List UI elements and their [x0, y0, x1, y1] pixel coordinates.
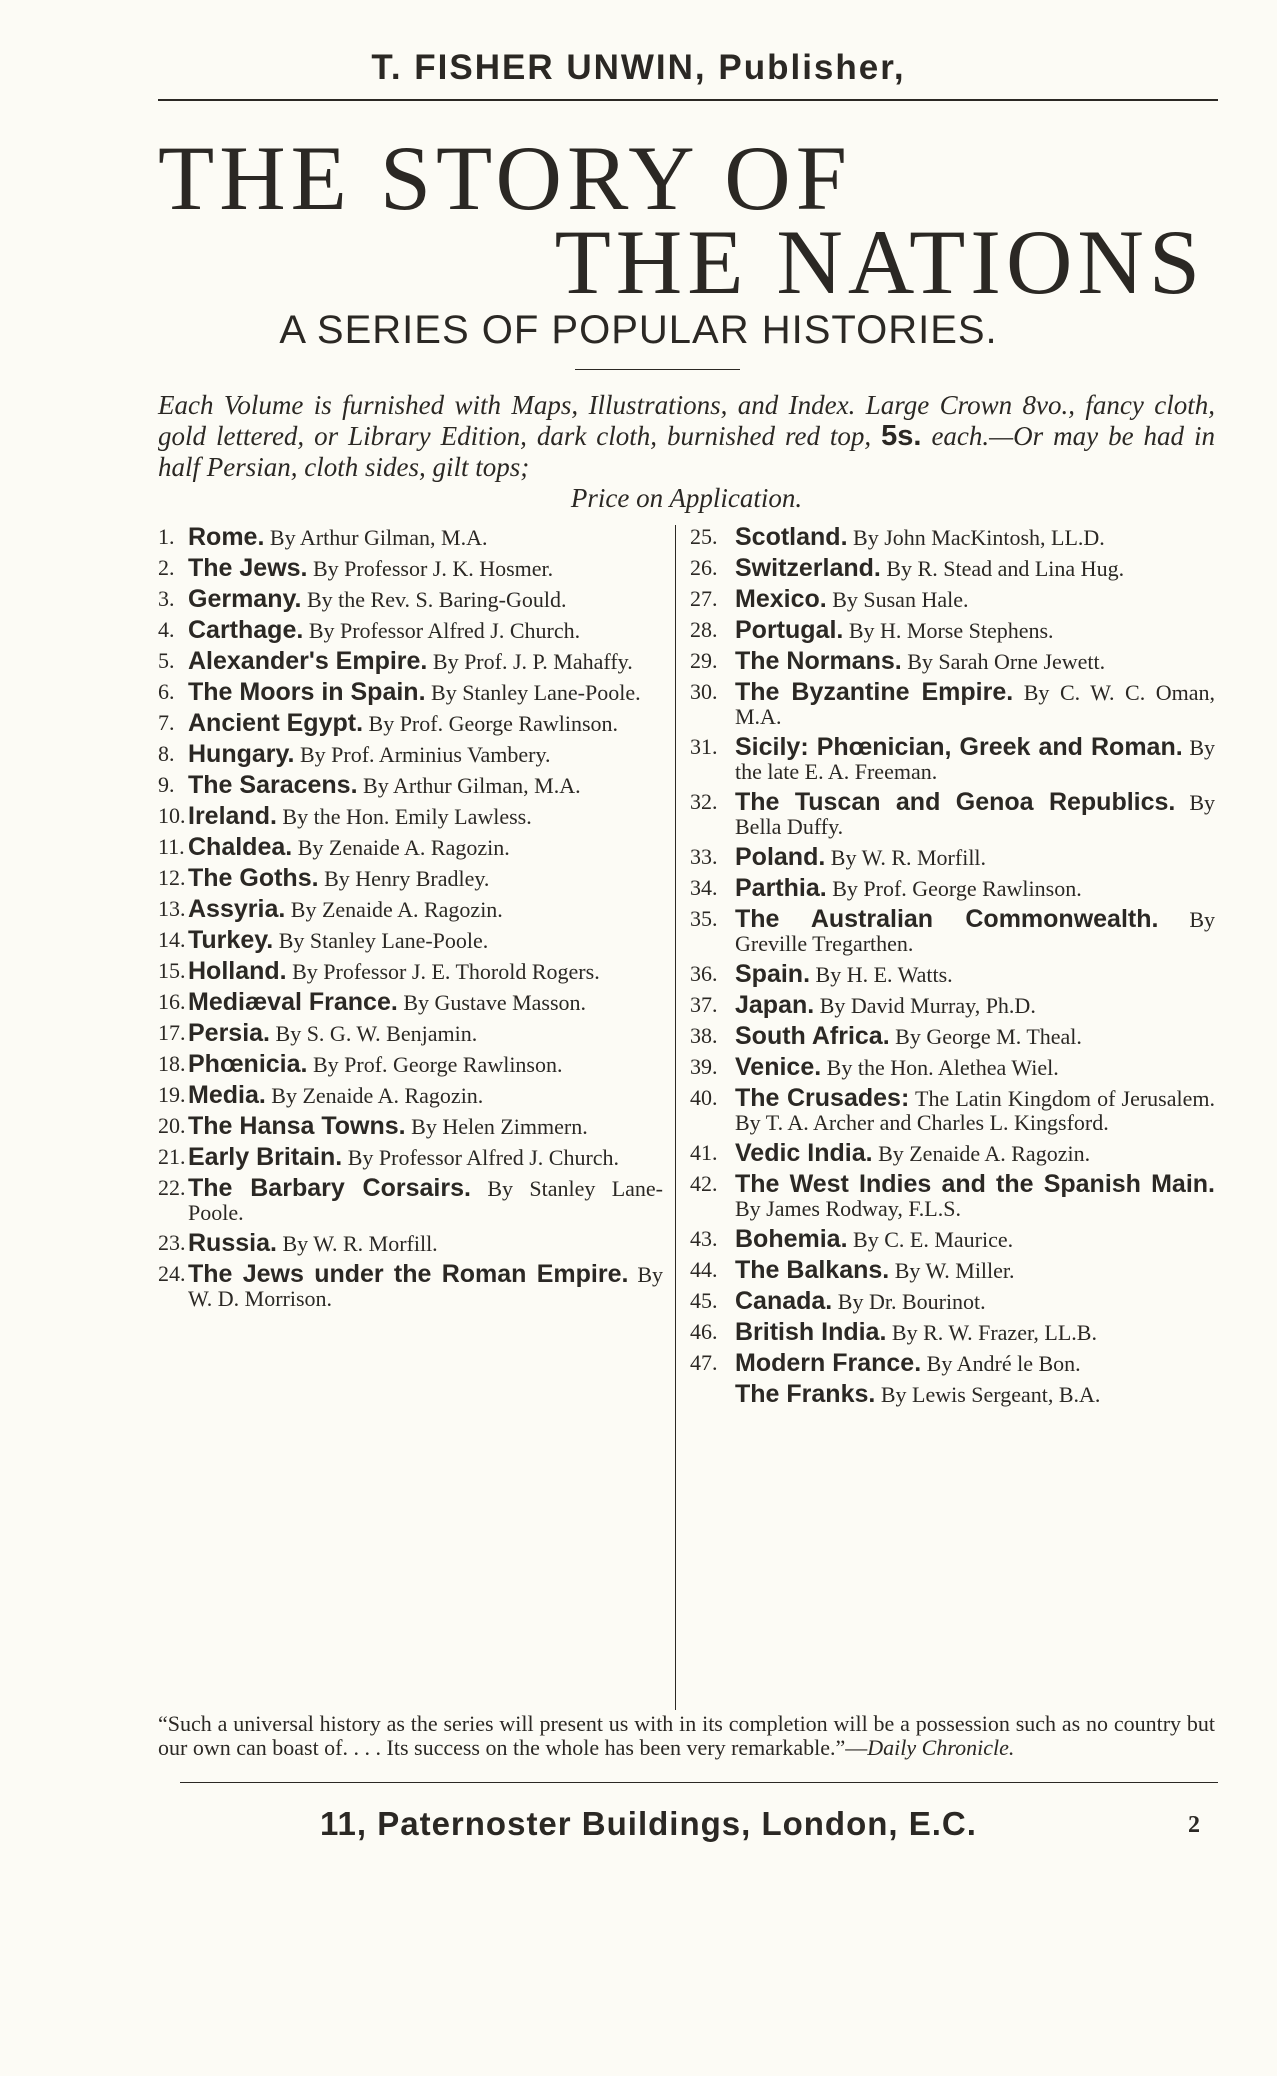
volume-title: The Jews. [188, 554, 308, 582]
volume-author: By Stanley Lane-Poole. [431, 680, 641, 705]
volume-number: 31. [690, 734, 718, 759]
volume-title: The Saracens. [188, 771, 358, 799]
volume-author: By Prof. George Rawlinson. [368, 711, 619, 736]
volume-number: 18. [158, 1051, 186, 1076]
volume-entry [690, 1227, 1215, 1252]
volume-number: 16. [158, 989, 186, 1014]
volume-title: The West Indies and the Spanish Main. [735, 1170, 1215, 1198]
volume-author: By Arthur Gilman, M.A. [269, 525, 488, 550]
volume-number: 20. [158, 1113, 186, 1138]
quote-text: “Such a universal history as the series will present us with in its completion will be a possession such as no country but our own can boast of. . . . Its success on the whole has been very remarkable.”— [158, 1711, 1215, 1760]
volume-author: By Zenaide A. Ragozin. [878, 1141, 1091, 1166]
volume-number: 21. [158, 1144, 186, 1169]
volume-number: 39. [690, 1054, 718, 1079]
volume-author: By Prof. Arminius Vambery. [300, 742, 551, 767]
volume-entry [690, 1258, 1215, 1283]
volume-title: Ancient Egypt. [188, 709, 364, 737]
volume-title: Media. [188, 1081, 266, 1109]
volume-title: Mediæval France. [188, 988, 398, 1016]
volume-title: Bohemia. [735, 1225, 848, 1253]
volume-title: Scotland. [735, 523, 848, 551]
volume-author: By James Rodway, F.L.S. [735, 1196, 961, 1221]
volume-author: By Arthur Gilman, M.A. [363, 773, 581, 798]
volume-entry [690, 1086, 1215, 1135]
volume-number: 19. [158, 1082, 186, 1107]
volume-list-right [690, 525, 1215, 1413]
volume-entry [690, 649, 1215, 674]
volume-entry [158, 556, 663, 581]
volume-entry [158, 773, 663, 798]
volume-number: 1. [158, 524, 175, 549]
volume-author: By Dr. Bourinot. [837, 1289, 986, 1314]
volume-author: By Helen Zimmern. [411, 1114, 588, 1139]
volume-title: Early Britain. [188, 1143, 343, 1171]
volume-number: 8. [158, 741, 175, 766]
volume-author: By Professor Alfred J. Church. [308, 618, 581, 643]
volume-entry [158, 587, 663, 612]
volume-author: By the Hon. Emily Lawless. [282, 804, 532, 829]
volume-author: By Zenaide A. Ragozin. [297, 835, 510, 860]
volume-number: 47. [690, 1350, 718, 1375]
volume-entry [158, 649, 663, 674]
volume-title: Carthage. [188, 616, 304, 644]
volume-number: 17. [158, 1020, 186, 1045]
volume-author: By Prof. George Rawlinson. [312, 1052, 563, 1077]
title-line-1: THE STORY OF [158, 127, 852, 229]
volume-title: The Franks. [735, 1380, 876, 1408]
volume-entry [158, 1083, 663, 1108]
volume-title: Persia. [188, 1019, 271, 1047]
volume-number: 29. [690, 648, 718, 673]
volume-author: By W. Miller. [894, 1258, 1015, 1283]
volume-entry [690, 1024, 1215, 1049]
volume-author: By Prof. J. P. Mahaffy. [432, 649, 633, 674]
volume-title: Poland. [735, 843, 826, 871]
volume-author: By H. E. Watts. [815, 962, 953, 987]
volume-title: The Jews under the Roman Empire. [188, 1260, 629, 1288]
publisher-heading: T. FISHER UNWIN, Publisher, [371, 48, 906, 87]
volume-number: 3. [158, 586, 175, 611]
volume-author: By Lewis Sergeant, B.A. [880, 1382, 1101, 1407]
volume-number: 34. [690, 875, 718, 900]
volume-title: Switzerland. [735, 554, 881, 582]
volume-number: 14. [158, 927, 186, 952]
volume-author: By Professor J. K. Hosmer. [313, 556, 554, 581]
volume-number: 25. [690, 524, 718, 549]
volume-entry [158, 742, 663, 767]
volume-number: 7. [158, 710, 175, 735]
volume-entry [690, 993, 1215, 1018]
volume-title: The Moors in Spain. [188, 678, 426, 706]
column-divider [675, 525, 676, 1710]
volume-author: By George M. Theal. [895, 1024, 1082, 1049]
subtitle: A SERIES OF POPULAR HISTORIES. [279, 308, 998, 352]
volume-entry [158, 1176, 663, 1225]
top-rule [158, 99, 1218, 101]
footer-rule [180, 1782, 1218, 1783]
series-description [158, 390, 1215, 514]
volume-entry [690, 790, 1215, 839]
volume-entry [158, 928, 663, 953]
volume-entry [158, 866, 663, 891]
volume-title: Canada. [735, 1287, 833, 1315]
volume-entry [158, 804, 663, 829]
volume-number: 22. [158, 1175, 186, 1200]
press-quote [158, 1712, 1215, 1760]
volume-entry [690, 1289, 1215, 1314]
volume-entry [690, 1172, 1215, 1221]
volume-entry [158, 835, 663, 860]
volume-author: By André le Bon. [926, 1351, 1081, 1376]
volume-author: By the late E. A. Freeman. [735, 735, 1216, 784]
volume-entry [690, 680, 1215, 729]
volume-entry [158, 1114, 663, 1139]
volume-author: By Stanley Lane-Poole. [188, 1176, 664, 1225]
volume-author: By Prof. George Rawlinson. [832, 876, 1082, 901]
volume-entry [690, 1141, 1215, 1166]
volume-author: By Zenaide A. Ragozin. [290, 897, 503, 922]
signature-mark: 2 [1188, 1812, 1200, 1838]
volume-list-left [158, 525, 663, 1317]
volume-author: By Stanley Lane-Poole. [278, 928, 489, 953]
volume-title: The Australian Commonwealth. [735, 905, 1159, 933]
volume-entry [158, 1052, 663, 1077]
volume-number: 24. [158, 1261, 186, 1286]
volume-author: By John MacKintosh, LL.D. [853, 525, 1105, 550]
volume-author: By Professor Alfred J. Church. [347, 1145, 620, 1170]
volume-author: By the Hon. Alethea Wiel. [826, 1055, 1059, 1080]
volume-number: 26. [690, 555, 718, 580]
volume-entry [690, 1055, 1215, 1080]
volume-number: 45. [690, 1288, 718, 1313]
volume-number: 38. [690, 1023, 718, 1048]
volume-number: 36. [690, 961, 718, 986]
volume-entry [158, 959, 663, 984]
volume-entry [158, 711, 663, 736]
volume-number: 32. [690, 789, 718, 814]
volume-title: The Tuscan and Genoa Republics. [735, 788, 1176, 816]
volume-title: Spain. [735, 960, 811, 988]
volume-author: By W. R. Morfill. [282, 1231, 438, 1256]
volume-title: Russia. [188, 1229, 277, 1257]
volume-title: Assyria. [188, 895, 286, 923]
volume-number: 41. [690, 1140, 718, 1165]
quote-source: Daily Chronicle. [867, 1735, 1015, 1760]
volume-author: By the Rev. S. Baring-Gould. [306, 587, 567, 612]
volume-title: Japan. [735, 991, 815, 1019]
volume-title: South Africa. [735, 1022, 890, 1050]
description-text-after: each.—Or may be had in half Persian, cloth sides, gilt tops; [158, 421, 1216, 482]
volume-number: 13. [158, 896, 186, 921]
volume-entry [158, 1021, 663, 1046]
volume-title: Ireland. [188, 802, 277, 830]
volume-title: British India. [735, 1318, 887, 1346]
volume-title: Portugal. [735, 616, 844, 644]
volume-author: By C. W. C. Oman, M.A. [735, 680, 1216, 729]
volume-author: By R. W. Frazer, LL.B. [891, 1320, 1097, 1345]
volume-number: 35. [690, 906, 718, 931]
volume-title: The Barbary Corsairs. [188, 1174, 471, 1202]
volume-entry [690, 587, 1215, 612]
volume-title: The Goths. [188, 864, 319, 892]
volume-author: By Sarah Orne Jewett. [907, 649, 1106, 674]
volume-title: Chaldea. [188, 833, 293, 861]
volume-author: By S. G. W. Benjamin. [275, 1021, 478, 1046]
volume-entry [158, 618, 663, 643]
volume-title: The Byzantine Empire. [735, 678, 1014, 706]
volume-title: Modern France. [735, 1349, 922, 1377]
volume-author: By W. D. Morrison. [188, 1262, 663, 1311]
volume-author: By W. R. Morfill. [830, 845, 987, 870]
volume-entry [690, 876, 1215, 901]
volume-author: By H. Morse Stephens. [848, 618, 1054, 643]
volume-number: 4. [158, 617, 175, 642]
volume-title: Parthia. [735, 874, 827, 902]
volume-number: 43. [690, 1226, 718, 1251]
volume-title: Phœnicia. [188, 1050, 308, 1078]
volume-entry [690, 962, 1215, 987]
volume-entry [158, 897, 663, 922]
volume-author: By David Murray, Ph.D. [819, 993, 1036, 1018]
volume-number: 40. [690, 1085, 718, 1110]
volume-number: 10. [158, 803, 186, 828]
volume-entry [690, 1320, 1215, 1345]
volume-number: 44. [690, 1257, 718, 1282]
volume-title: The Hansa Towns. [188, 1112, 406, 1140]
volume-author: By Bella Duffy. [735, 790, 1215, 839]
volume-entry [690, 735, 1215, 784]
volume-number: 6. [158, 679, 175, 704]
volume-number: 46. [690, 1319, 718, 1344]
volume-title: Sicily: Phœnician, Greek and Roman. [735, 733, 1183, 761]
volume-entry [158, 680, 663, 705]
volume-number: 12. [158, 865, 186, 890]
volume-number: 15. [158, 958, 186, 983]
volume-number: 30. [690, 679, 718, 704]
volume-author: By Gustave Masson. [403, 990, 587, 1015]
description-last-line: Price on Application. [570, 483, 803, 513]
volume-entry [690, 525, 1215, 550]
volume-title: Rome. [188, 523, 265, 551]
volume-title: Alexander's Empire. [188, 647, 428, 675]
volume-title: Hungary. [188, 740, 295, 768]
title-line-2: THE NATIONS [554, 211, 1205, 313]
volume-number: 23. [158, 1230, 186, 1255]
subtitle-rule [575, 369, 740, 370]
volume-number: 11. [158, 834, 185, 859]
price-value: 5s. [881, 420, 922, 452]
volume-author: By R. Stead and Lina Hug. [886, 556, 1125, 581]
volume-author: By Zenaide A. Ragozin. [271, 1083, 484, 1108]
volume-entry [158, 1262, 663, 1311]
volume-number: 28. [690, 617, 718, 642]
volume-author: By Professor J. E. Thorold Rogers. [292, 959, 600, 984]
volume-number: 27. [690, 586, 718, 611]
volume-title: The Normans. [735, 647, 902, 675]
volume-title: Turkey. [188, 926, 274, 954]
volume-entry [158, 525, 663, 550]
volume-number: 37. [690, 992, 718, 1017]
volume-number: 42. [690, 1171, 718, 1196]
volume-entry [690, 1351, 1215, 1376]
volume-entry [690, 618, 1215, 643]
volume-author: By Susan Hale. [832, 587, 969, 612]
volume-title: Mexico. [735, 585, 827, 613]
volume-author: The Latin Kingdom of Jerusalem. By T. A. Archer and Charles L. Kingsford. [735, 1086, 1215, 1135]
volume-author: By Henry Bradley. [324, 866, 490, 891]
volume-entry [690, 1382, 1215, 1407]
volume-number: 33. [690, 844, 718, 869]
volume-number: 2. [158, 555, 175, 580]
volume-number: 9. [158, 772, 175, 797]
volume-title: The Crusades: [735, 1084, 910, 1112]
volume-entry [158, 1231, 663, 1256]
volume-title: Germany. [188, 585, 302, 613]
volume-title: Venice. [735, 1053, 822, 1081]
volume-entry [690, 556, 1215, 581]
volume-author: By Greville Tregarthen. [735, 907, 1215, 956]
volume-author: By C. E. Maurice. [853, 1227, 1014, 1252]
volume-title: Vedic India. [735, 1139, 873, 1167]
volume-number: 5. [158, 648, 175, 673]
volume-entry [158, 990, 663, 1015]
volume-entry [690, 907, 1215, 956]
volume-title: Holland. [188, 957, 287, 985]
description-text: Each Volume is furnished with Maps, Illustrations, and Index. Large Crown 8vo., fancy cloth, gold lettered, or Library Edition, dark cloth, burnished red top, [158, 390, 1215, 451]
volume-entry [690, 845, 1215, 870]
volume-entry [158, 1145, 663, 1170]
volume-title: The Balkans. [735, 1256, 890, 1284]
publisher-address: 11, Paternoster Buildings, London, E.C. [320, 1805, 977, 1842]
